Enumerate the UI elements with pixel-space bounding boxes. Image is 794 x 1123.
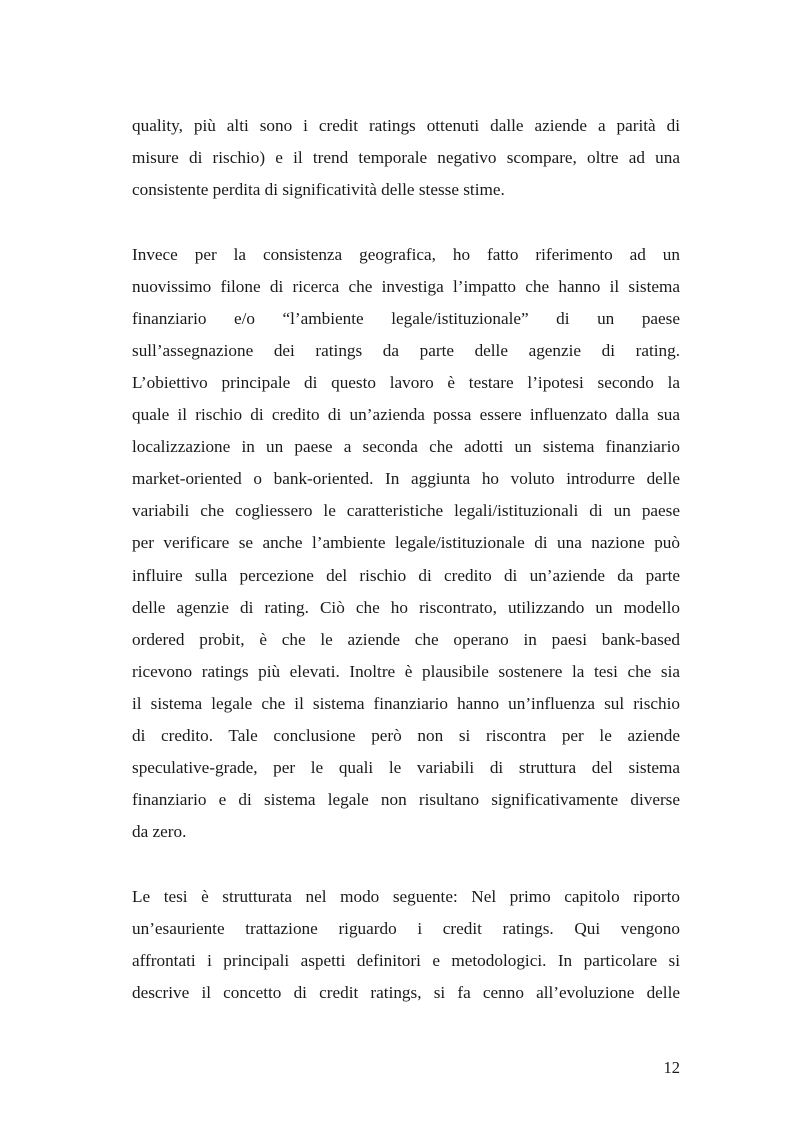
text-line: variabili che cogliessero le caratteristiche legali/istituzionali di un paese [132, 501, 680, 521]
text-line: L’obiettivo principale di questo lavoro è testare l’ipotesi secondo la [132, 372, 680, 392]
text-line: influire sulla percezione del rischio di credito di un’aziende da parte [132, 565, 680, 585]
text-line: un’esauriente trattazione riguardo i credit ratings. Qui vengono [132, 918, 680, 938]
text-line: Le tesi è strutturata nel modo seguente: Nel primo capitolo riporto [132, 886, 680, 906]
text-line: il sistema legale che il sistema finanziario hanno un’influenza sul rischio [132, 693, 680, 713]
text-line: misure di rischio) e il trend temporale negativo scompare, oltre ad una [132, 148, 680, 168]
text-line: Invece per la consistenza geografica, ho fatto riferimento ad un [132, 244, 680, 264]
text-line: descrive il concetto di credit ratings, si fa cenno all’evoluzione delle [132, 982, 680, 1002]
text-line: per verificare se anche l’ambiente legale/istituzionale di una nazione può [132, 533, 680, 553]
text-line: da zero. [132, 822, 187, 842]
text-line: localizzazione in un paese a seconda che adotti un sistema finanziario [132, 437, 680, 457]
text-line: speculative-grade, per le quali le variabili di struttura del sistema [132, 758, 680, 778]
text-line: market-oriented o bank-oriented. In aggiunta ho voluto introdurre delle [132, 469, 680, 489]
paragraph-2 [132, 239, 680, 849]
text-line: di credito. Tale conclusione però non si riscontra per le aziende [132, 725, 680, 745]
paragraph-spacer [132, 206, 680, 238]
paragraph-1 [132, 110, 680, 206]
text-line: affrontati i principali aspetti definitori e metodologici. In particolare si [132, 950, 680, 970]
paragraph-spacer [132, 848, 680, 880]
page-number: 12 [663, 1058, 680, 1077]
text-line: sull’assegnazione dei ratings da parte delle agenzie di rating. [132, 340, 680, 360]
text-line: ordered probit, è che le aziende che operano in paesi bank-based [132, 629, 680, 649]
text-line: finanziario e/o “l’ambiente legale/istituzionale” di un paese [132, 308, 680, 328]
document-body [132, 110, 680, 1009]
text-line: finanziario e di sistema legale non risultano significativamente diverse [132, 790, 680, 810]
text-line: quality, più alti sono i credit ratings ottenuti dalle aziende a parità di [132, 116, 680, 135]
text-line: ricevono ratings più elevati. Inoltre è plausibile sostenere la tesi che sia [132, 661, 680, 681]
text-line: quale il rischio di credito di un’azienda possa essere influenzato dalla sua [132, 405, 680, 425]
paragraph-3 [132, 881, 680, 1009]
text-line: delle agenzie di rating. Ciò che ho riscontrato, utilizzando un modello [132, 597, 680, 617]
text-line: nuovissimo filone di ricerca che investiga l’impatto che hanno il sistema [132, 276, 680, 296]
text-line: consistente perdita di significatività delle stesse stime. [132, 180, 505, 200]
